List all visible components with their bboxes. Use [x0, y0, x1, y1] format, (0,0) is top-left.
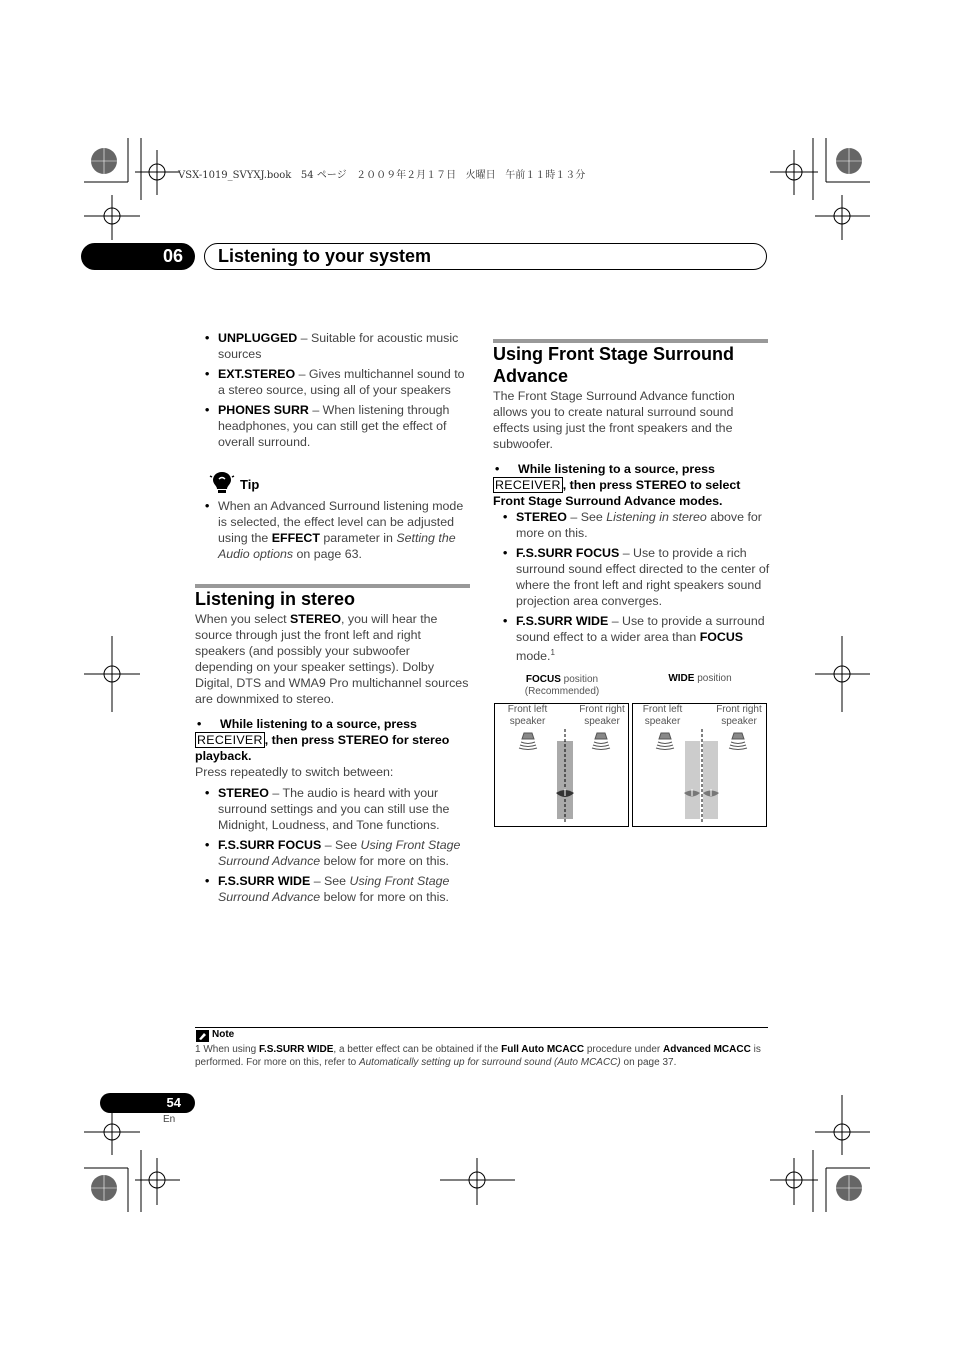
wide-left-speaker-label: Front left speaker [642, 704, 683, 727]
note-title: Note [212, 1029, 235, 1040]
tip-body: • When an Advanced Surround listening mode is selected, the effect level can be adjusted using the EFFECT parameter in Setting the Audio options on page 63. [195, 498, 470, 566]
chapter-title: Listening to your system [218, 246, 432, 266]
list-item: • UNPLUGGED – Suitable for acoustic music sources [195, 330, 470, 362]
list-item: • F.S.SURR FOCUS – Use to provide a rich surround sound effect directed to the center of where the front left and right speakers sound projection area converges. [493, 545, 770, 609]
list-item: • STEREO – See Listening in stereo above for more on this. [493, 509, 770, 541]
print-header: VSX-1019_SVYXJ.book 54 ページ ２００９年２月１７日 火曜日 午前１１時１３分 [178, 170, 586, 181]
receiver-button: RECEIVER [197, 733, 263, 747]
speaker-diagram-graphics [494, 703, 768, 827]
focus-right-speaker-label: Front right speaker [579, 704, 625, 727]
fss-modes [493, 509, 770, 668]
wide-right-speaker-label: Front right speaker [716, 704, 762, 727]
chapter-number: 06 [81, 243, 195, 270]
section-heading-fss: Using Front Stage Surround Advance [493, 344, 734, 386]
section-heading-stereo: Listening in stereo [195, 589, 356, 609]
list-item: • EXT.STEREO – Gives multichannel sound to a stereo source, using all of your speakers [195, 366, 470, 398]
note-rule [195, 1027, 768, 1028]
press-note: Press repeatedly to switch between: [195, 765, 394, 779]
list-item: • F.S.SURR FOCUS – See Using Front Stage Surround Advance below for more on this. [195, 837, 470, 869]
stereo-body: When you select STEREO, you will hear the source through just the front left and right speakers (and possibly your subwoofer depending on your speaker settings). Dolby Digital, DTS and WMA9 Pro multichannel sources are downmixed to stereo. [195, 612, 469, 706]
stereo-instruction: • While listening to a source, press RECEIVER , then press STEREO for stereo playback. [195, 717, 450, 763]
page-language: En [163, 1114, 176, 1125]
lightbulb-icon [209, 470, 235, 496]
focus-position-label: FOCUS position (Recommended) [524, 674, 600, 697]
fss-instruction: • While listening to a source, press RECEIVER , then press STEREO to select Front Stage Surround Advance modes. [493, 462, 741, 508]
note-icon [196, 1030, 209, 1042]
focus-left-speaker-label: Front left speaker [507, 704, 548, 727]
left-column [195, 330, 470, 454]
wide-position-label: WIDE position [668, 673, 732, 684]
stereo-modes [195, 785, 470, 909]
footnote: 1 When using F.S.SURR WIDE, a better effect can be obtained if the Full Auto MCACC procedure under Advanced MCACC is performed. For more on this, refer to Automatically setting up for surround sound (Auto MCACC) on page 37. [195, 1044, 761, 1068]
fss-body: The Front Stage Surround Advance function allows you to create natural surround sound effects using just the front speakers and the subwoofer. [493, 389, 735, 451]
page-number: 54 [100, 1093, 195, 1113]
list-item: • F.S.SURR WIDE – See Using Front Stage Surround Advance below for more on this. [195, 873, 470, 905]
list-item: • STEREO – The audio is heard with your surround settings and you can still use the Midnight, Loudness, and Tone functions. [195, 785, 470, 833]
tip-title: Tip [240, 477, 260, 492]
list-item: • PHONES SURR – When listening through headphones, you can still get the effect of overall surround. [195, 402, 470, 450]
receiver-button: RECEIVER [495, 478, 561, 492]
list-item: • F.S.SURR WIDE – Use to provide a surround sound effect to a wider area than FOCUS mode.$^1$ [493, 613, 770, 664]
